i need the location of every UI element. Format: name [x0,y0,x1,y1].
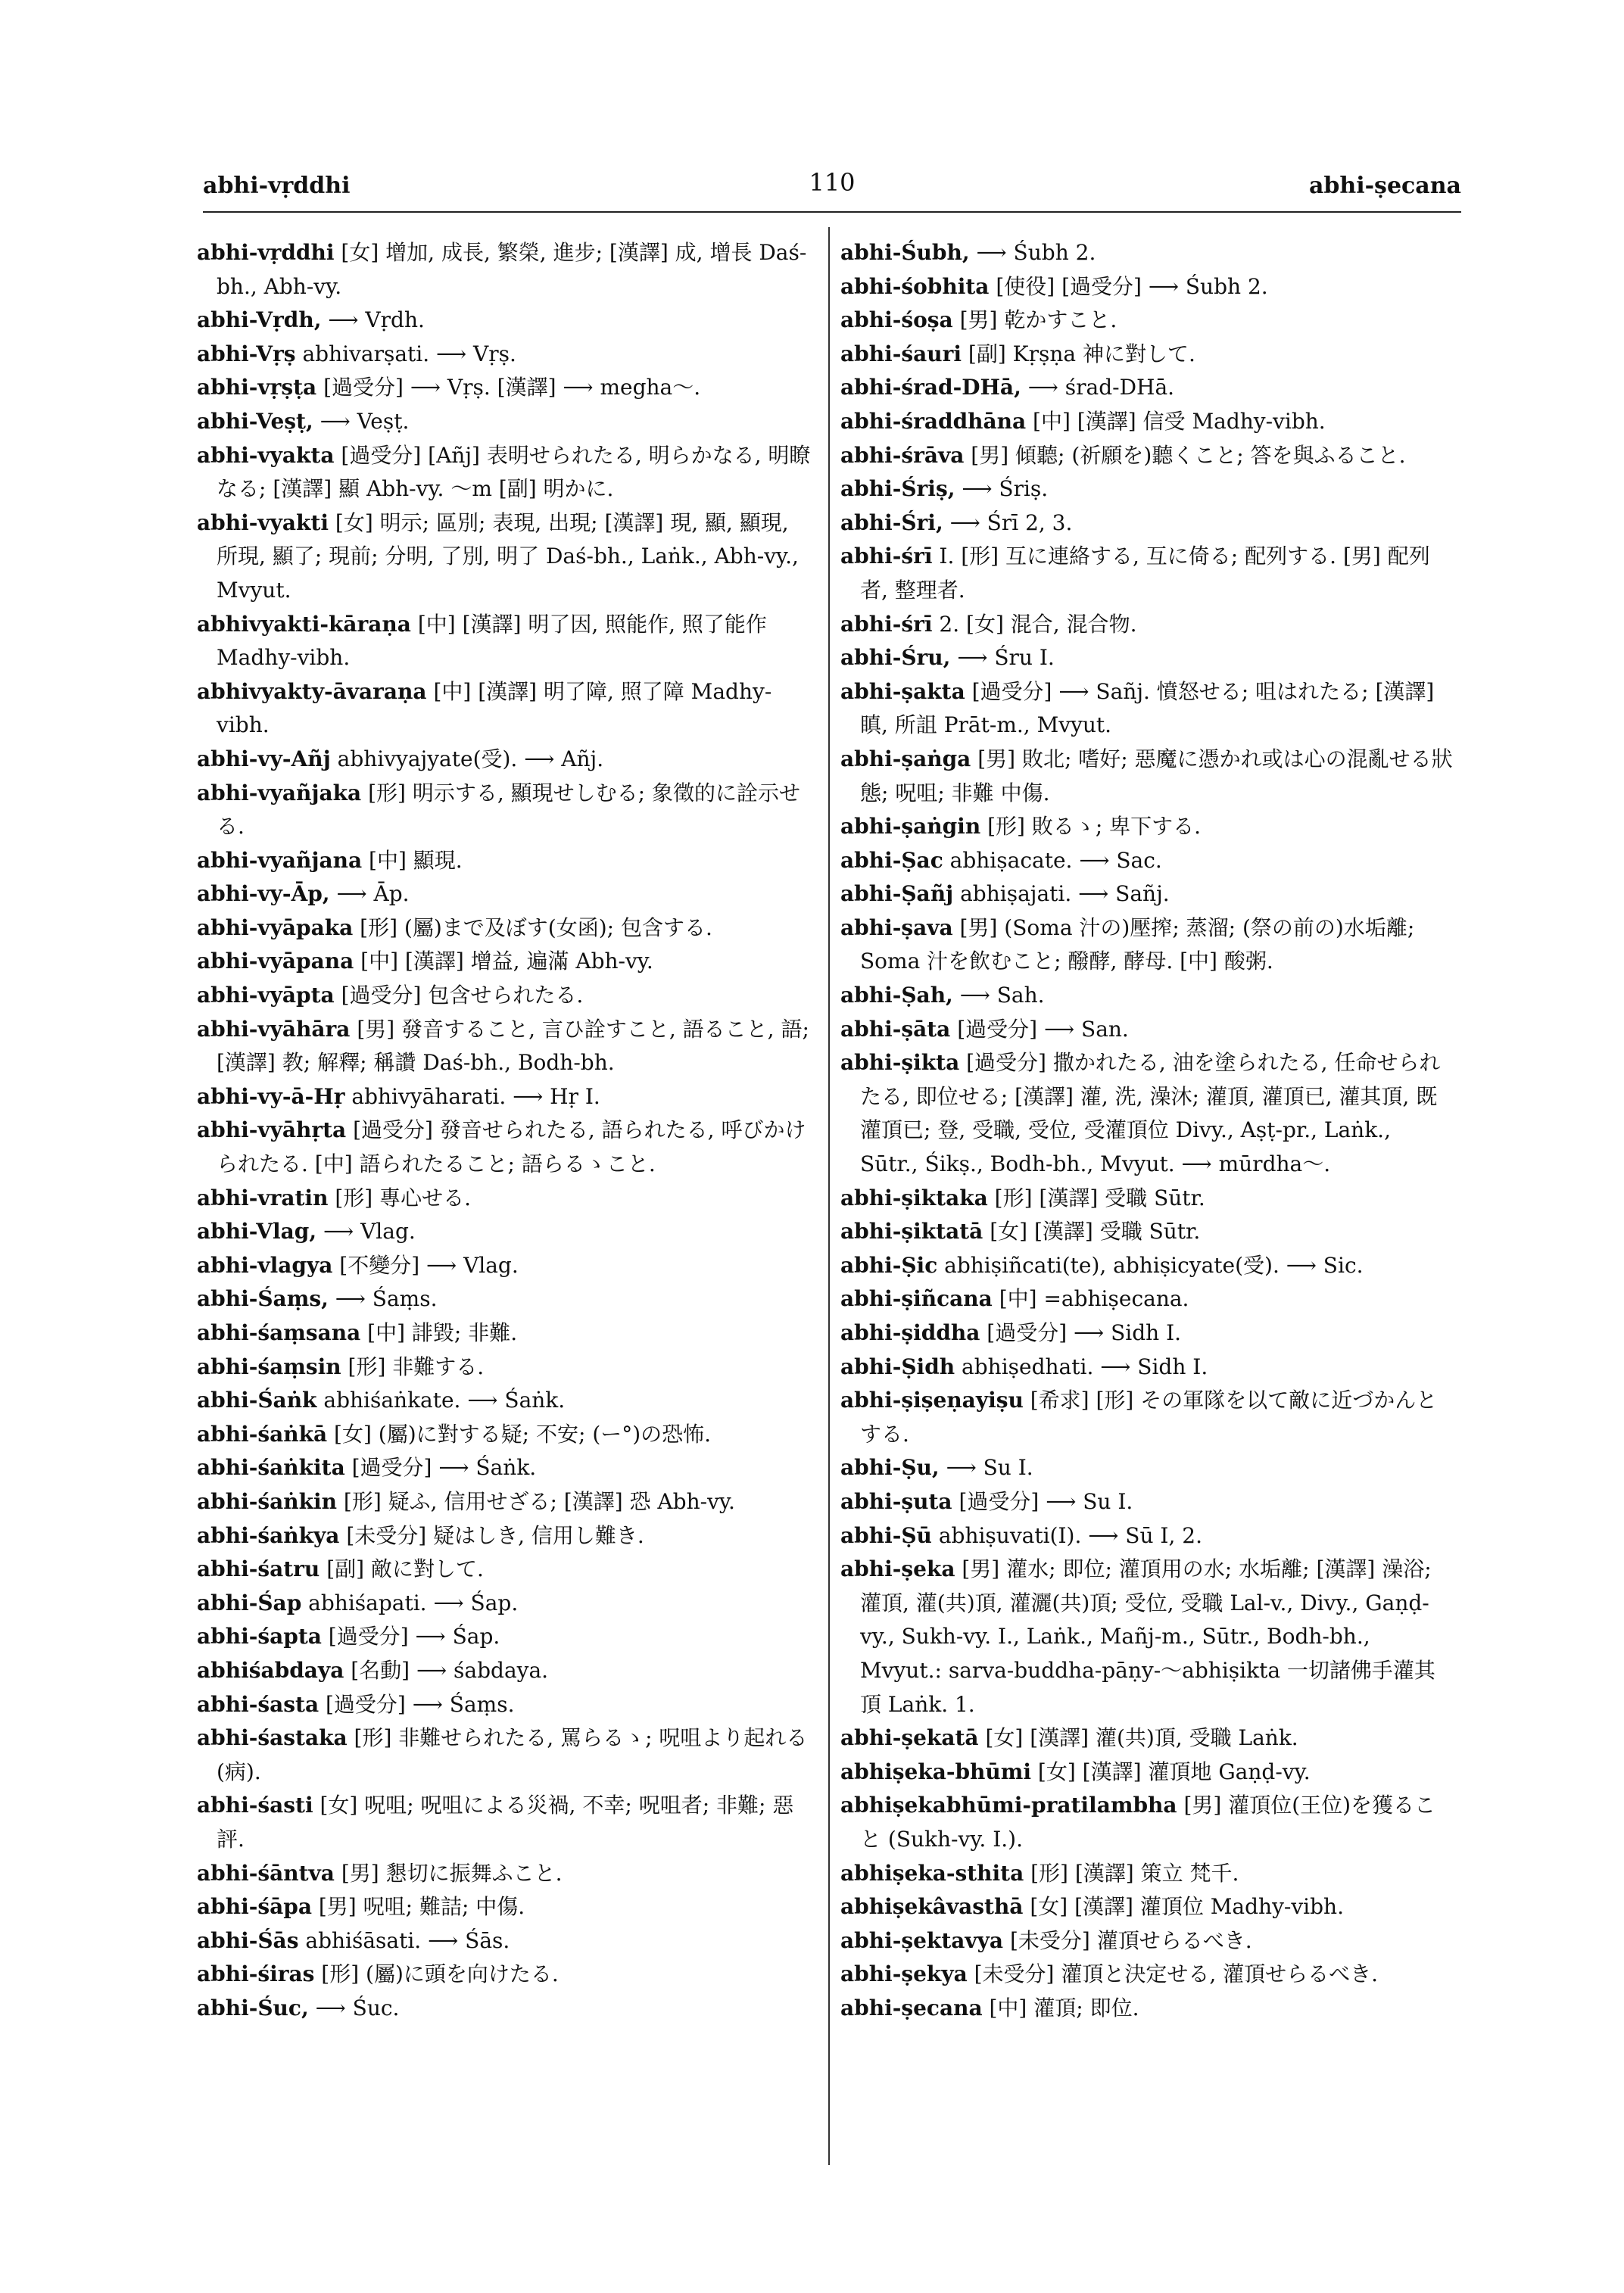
entry-headword: abhi-ṣiktatā [840,1219,983,1245]
entry-headword: abhi-Śap [197,1590,302,1615]
entry-headword: abhi-vyāhṛta [197,1117,347,1143]
entry-definition: [女] [漢譯] 灌頂地 Gaṇḍ-vy. [1031,1759,1311,1784]
entry-definition: [過受分] ⟶ Śaṅk. [344,1455,537,1481]
entry-headword: abhi-Śriṣ, [840,476,955,502]
entry-headword: abhi-vyāpta [197,983,335,1008]
entry-headword: abhi-Śās [197,1927,299,1953]
dictionary-entry [840,1519,1455,1553]
entry-definition: [未受分] 灌頂と決定せる, 灌頂せらるべき. [967,1961,1379,1987]
dictionary-entry [197,304,812,338]
column-divider [828,227,830,2165]
dictionary-entry [840,270,1455,304]
entry-definition: [形] (屬)に頭を向けたる. [314,1961,559,1987]
entry-definition: ⟶ Vṛdh. [321,307,425,333]
dictionary-entry [840,405,1455,439]
entry-definition: [中] [漢譯] 明了因, 照能作, 照了能作 Madhy-vibh. [217,611,767,671]
entry-definition: [形] 敗るゝ; 卑下する. [980,814,1202,840]
dictionary-entry [197,1688,812,1722]
entry-headword: abhi-vlagya [197,1252,333,1278]
dictionary-entry [197,371,812,405]
entry-headword: abhi-Ṣu, [840,1455,940,1481]
entry-definition: [中] [漢譯] 增益, 遍滿 Abh-vy. [354,949,653,974]
entry-headword: abhi-śastaka [197,1725,348,1751]
dictionary-entry [197,844,812,878]
entry-headword: abhi-ṣiñcana [840,1286,993,1312]
entry-definition: [過受分] ⟶ San. [950,1016,1129,1042]
dictionary-entry [197,1992,812,2026]
entry-headword: abhi-Śaṅk [197,1388,317,1413]
entry-definition: ⟶ Śuc. [308,1995,400,2020]
dictionary-entry [840,540,1455,607]
dictionary-entry [840,1384,1455,1451]
entry-definition: [男] 敗北; 嗜好; 惡魔に憑かれ或は心の混亂せる狀態; 呪咀; 非難 中傷. [860,746,1453,805]
entry-definition: [男] 灌頂位(王位)を獲ること (Sukh-vy. I.). [860,1793,1436,1852]
entry-definition: [副] 敵に對して. [320,1556,484,1582]
entry-headword: abhi-śāpa [197,1894,312,1920]
dictionary-entry [197,1013,812,1080]
entry-headword: abhi-ṣiṣeṇayiṣu [840,1388,1024,1413]
entry-definition: abhivyajyate(受). ⟶ Añj. [330,746,604,771]
entry-headword: abhi-śauri [840,341,962,366]
dictionary-entry [840,641,1455,675]
entry-definition: [過受分] ⟶ Vṛṣ. [漢譯] ⟶ megha〜. [316,375,701,400]
dictionary-entry [197,1654,812,1688]
dictionary-entry [840,1890,1455,1924]
dictionary-entry [840,608,1455,642]
entry-definition: [女] [漢譯] 灌(共)頂, 受職 Laṅk. [978,1725,1298,1751]
entry-headword: abhi-śasta [197,1691,320,1717]
dictionary-entry [197,777,812,844]
header-left-guide-word: abhi-vṛddhi [203,173,351,199]
entry-definition: ⟶ Vlag. [316,1219,416,1245]
entry-headword: abhi-ṣuta [840,1488,952,1514]
dictionary-entry [197,506,812,608]
entry-definition: ⟶ Śru I. [950,645,1055,671]
entry-headword: abhiṣeka-bhūmi [840,1759,1032,1784]
entry-definition: [使役] [過受分] ⟶ Śubh 2. [989,273,1268,299]
dictionary-entry [840,1924,1455,1958]
entry-headword: abhi-śrad-DHā, [840,375,1021,400]
entry-definition: [過受分] [Añj] 表明せられたる, 明らかなる, 明瞭なる; [漢譯] 顯 Abh-vy. 〜m [副] 明かに. [217,442,811,502]
entry-headword: abhi-Śubh, [840,240,970,265]
dictionary-entry [197,945,812,979]
dictionary-entry [840,743,1455,810]
entry-headword: abhi-ṣekatā [840,1725,979,1751]
entry-headword: abhi-ṣektavya [840,1927,1004,1953]
entry-definition: [過受分] ⟶ Su I. [952,1488,1133,1514]
entry-definition: [男] 灌水; 即位; 灌頂用の水; 水垢離; [漢譯] 澡浴; 灌頂, 灌(共)頂, 灌灑(共)頂; 受位, 受職 Lal-v., Divy., Gaṇḍ-vy., Sukh-vy. I., Laṅk., Mañj-m., Sūtr., Bodh-bh., Mvyut.: sarva-buddha-pāṇy-〜abhiṣikta 一切諸佛手灌其頂 Laṅk. 1. [860,1556,1435,1717]
entry-headword: abhi-śāntva [197,1860,335,1886]
dictionary-entry [197,1282,812,1316]
dictionary-entry [840,1485,1455,1519]
dictionary-entry [197,1316,812,1351]
entry-definition: [形] 明示する, 顯現せしむる; 象徵的に詮示せる. [217,780,800,840]
dictionary-entry [840,236,1455,270]
entry-definition: [形] [漢譯] 受職 Sūtr. [987,1185,1205,1210]
entry-definition: ⟶ Veṣṭ. [313,408,410,434]
entry-headword: abhi-Ṣah, [840,983,953,1008]
dictionary-entry [840,1282,1455,1316]
entry-headword: abhi-vratin [197,1185,329,1210]
entry-headword: abhi-Ṣic [840,1252,938,1278]
entry-definition: ⟶ Śaṃs. [328,1286,438,1312]
entry-headword: abhi-vyāpana [197,949,354,974]
entry-headword: abhi-Śaṃs, [197,1286,329,1312]
entry-headword: abhi-śasti [197,1793,313,1818]
entry-headword: abhi-śaṃsin [197,1354,341,1379]
entry-definition: [男] 呪咀; 難詰; 中傷. [311,1894,525,1920]
entry-definition: [女] 增加, 成長, 繁榮, 進步; [漢譯] 成, 增長 Daś-bh., Abh-vy. [217,240,807,299]
entry-headword: abhiṣekabhūmi-pratilambha [840,1793,1177,1818]
entry-definition: ⟶ Śriṣ. [955,476,1049,502]
entry-definition: [希求] [形] その軍隊を以て敵に近づかんとする. [860,1388,1438,1447]
dictionary-entry [840,1013,1455,1047]
dictionary-entry [197,1519,812,1553]
entry-headword: abhi-ṣiktaka [840,1185,988,1210]
entry-headword: abhi-vyakti [197,509,329,535]
entry-headword: abhi-ṣekya [840,1961,968,1987]
dictionary-entry [840,304,1455,338]
entry-definition: [男] 傾聽; (祈願を)聽くこと; 答を與ふること. [964,442,1406,468]
entry-definition: [過受分] ⟶ Śaṃs. [319,1691,515,1717]
dictionary-entry [197,1114,812,1181]
dictionary-entry [197,1418,812,1452]
entry-headword: abhi-Vṛdh, [197,307,322,333]
entry-headword: abhi-ṣaṅga [840,746,971,771]
dictionary-entry [840,1756,1455,1790]
entry-headword: abhi-śrāva [840,442,965,468]
entry-headword: abhivyakty-āvaraṇa [197,678,427,704]
dictionary-entry [840,1316,1455,1351]
dictionary-entry [840,844,1455,878]
dictionary-entry [840,911,1455,979]
entry-headword: abhiśabdaya [197,1657,344,1683]
dictionary-entry [197,1620,812,1654]
header-right-guide-word: abhi-ṣecana [1308,173,1461,199]
entry-definition: [中] 誹毀; 非難. [360,1320,518,1345]
entry-definition: [過受分] 包含せられたる. [334,983,584,1008]
dictionary-entry [840,439,1455,473]
entry-headword: abhi-vy-ā-Hṛ [197,1083,345,1109]
dictionary-entry [197,1924,812,1958]
entry-headword: abhi-ṣeka [840,1556,955,1582]
dictionary-entry [197,1351,812,1385]
entry-definition: ⟶ Śrī 2, 3. [943,509,1073,535]
page-header [203,168,1461,206]
entry-headword: abhi-ṣakta [840,678,965,704]
dictionary-entry [840,1046,1455,1181]
dictionary-entry [840,1215,1455,1249]
dictionary-entry [197,1958,812,1992]
entry-definition: [中] =abhiṣecana. [992,1286,1189,1312]
entry-definition: ⟶ Āp. [329,881,410,907]
dictionary-entry [840,1721,1455,1756]
entry-headword: abhi-Ṣū [840,1522,932,1548]
dictionary-entry [197,675,812,743]
entry-definition: abhiśaṅkate. ⟶ Śaṅk. [316,1388,566,1413]
dictionary-entry [197,1789,812,1856]
entry-definition: abhiṣedhati. ⟶ Sidh I. [955,1354,1208,1379]
entry-headword: abhi-śraddhāna [840,408,1027,434]
entry-definition: [過受分] ⟶ Sidh I. [980,1320,1182,1345]
dictionary-entry [197,236,812,304]
dictionary-entry [197,1215,812,1249]
entry-definition: [形] 非難する. [341,1354,485,1379]
entry-headword: abhi-vṛddhi [197,240,335,265]
entry-headword: abhi-śoṣa [840,307,953,333]
entry-definition: ⟶ Sah. [952,983,1045,1008]
dictionary-entry [840,675,1455,743]
entry-headword: abhi-ṣecana [840,1995,983,2020]
entry-headword: abhi-vyakta [197,442,335,468]
dictionary-entry [197,1080,812,1114]
entry-definition: ⟶ Su I. [939,1455,1033,1481]
dictionary-entry [840,1249,1455,1283]
entry-definition: [男] (Soma 汁の)壓搾; 蒸溜; (祭の前の)水垢離; Soma 汁を飲むこと; 醱酵, 酵母. [中] 酸粥. [860,914,1415,974]
entry-definition: abhivarṣati. ⟶ Vṛṣ. [295,341,516,366]
entry-headword: abhi-vy-Āp, [197,881,330,907]
dictionary-entry [840,1553,1455,1721]
entry-definition: [名動] ⟶ śabdaya. [344,1657,549,1683]
entry-headword: abhi-Śri, [840,509,943,535]
entry-definition: [形] (屬)まで及ぼす(女函); 包含する. [353,914,712,940]
entry-definition: 2. [女] 混合, 混合物. [932,611,1137,637]
entry-definition: [女] [漢譯] 灌頂位 Madhy-vibh. [1023,1894,1344,1920]
entry-definition: [過受分] ⟶ Sañj. 憤怒せる; 咀はれたる; [漢譯] 瞋, 所詛 Prāt-m., Mvyut. [860,678,1435,738]
dictionary-entry [840,371,1455,405]
entry-headword: abhiṣeka-sthita [840,1860,1024,1886]
entry-headword: abhi-śapta [197,1624,322,1650]
entry-definition: abhiśapati. ⟶ Śap. [301,1590,519,1615]
page-number: 110 [809,168,856,197]
dictionary-entry [840,877,1455,911]
dictionary-entry [197,743,812,777]
entry-headword: abhi-vyañjaka [197,780,362,805]
dictionary-entry [840,1958,1455,1992]
dictionary-entry [840,979,1455,1013]
header-rule [203,211,1461,213]
dictionary-entry [840,472,1455,506]
entry-headword: abhi-Vṛṣ [197,341,296,366]
entry-definition: abhiṣuvati(I). ⟶ Sū I, 2. [931,1522,1202,1548]
dictionary-entry [197,979,812,1013]
entry-headword: abhi-Ṣac [840,847,943,873]
right-column [840,236,1455,2025]
entry-definition: abhivyāharati. ⟶ Hṛ I. [344,1083,600,1109]
entry-definition: [形] [漢譯] 策立 梵千. [1024,1860,1239,1886]
entry-headword: abhi-ṣikta [840,1050,960,1076]
entry-headword: abhi-vyañjana [197,847,363,873]
entry-definition: I. [形] 互に連絡する, 互に倚る; 配列する. [男] 配列者, 整理者. [860,544,1430,603]
entry-definition: [女] 明示; 區別; 表現, 出現; [漢譯] 現, 顯, 顯現, 所現, 顯了; 現前; 分明, 了別, 明了 Daś-bh., Laṅk., Abh-vy., Mvyut. [217,509,799,603]
entry-definition: [女] (屬)に對する疑; 不安; (ー°)の恐怖. [327,1421,712,1447]
entry-headword: abhivyakti-kāraṇa [197,611,411,637]
dictionary-entry [197,1249,812,1283]
entry-definition: [中] [漢譯] 明了障, 照了障 Madhy-vibh. [217,678,772,738]
entry-definition: [女] 呪咀; 呪咀による災禍, 不幸; 呪咀者; 非難; 惡評. [217,1793,794,1852]
entry-headword: abhi-vyāhāra [197,1016,351,1042]
entry-headword: abhi-śaṃsana [197,1320,361,1345]
entry-definition: [男] 發音すること, 言ひ詮すこと, 語ること, 語; [漢譯] 教; 解釋; 稱讚 Daś-bh., Bodh-bh. [217,1016,809,1076]
dictionary-entry [840,1789,1455,1856]
entry-headword: abhiṣekâvasthā [840,1894,1024,1920]
entry-headword: abhi-Śru, [840,645,951,671]
dictionary-entry [197,1721,812,1789]
entry-headword: abhi-vy-Añj [197,746,331,771]
dictionary-entry [840,810,1455,844]
entry-headword: abhi-śaṅkā [197,1421,328,1447]
dictionary-entry [197,1182,812,1216]
entry-definition: abhiṣacate. ⟶ Sac. [943,847,1162,873]
entry-headword: abhi-śaṅkya [197,1522,340,1548]
dictionary-entry [840,1351,1455,1385]
entry-headword: abhi-Veṣṭ, [197,408,313,434]
dictionary-entry [840,506,1455,541]
entry-definition: [不變分] ⟶ Vlag. [332,1252,519,1278]
entry-headword: abhi-vyāpaka [197,914,354,940]
entry-definition: [過受分] 發音せられたる, 語られたる, 呼びかけられたる. [中] 語られたること; 語らるゝこと. [217,1117,806,1177]
dictionary-entry [840,1992,1455,2026]
entry-headword: abhi-Ṣañj [840,881,954,907]
dictionary-entry [197,1553,812,1587]
entry-definition: [中] 顯現. [362,847,463,873]
entry-headword: abhi-Ṣidh [840,1354,955,1379]
entry-headword: abhi-ṣava [840,914,953,940]
entry-headword: abhi-śrī [840,611,933,637]
dictionary-entry [197,338,812,372]
entry-definition: [形] 專心せる. [328,1185,471,1210]
entry-definition: [中] [漢譯] 信受 Madhy-vibh. [1026,408,1326,434]
entry-definition: [過受分] 撒かれたる, 油を塗られたる, 任命せられたる, 即位せる; [漢譯] 灌, 洗, 澡沐; 灌頂, 灌頂已, 灌其頂, 既灌頂已; 登, 受職, 受位, 受灌頂位 Divy., Aṣṭ-pr., Laṅk., Sūtr., Śikṣ., Bodh-bh., Mvyut. ⟶ mūrdha〜. [860,1050,1441,1177]
dictionary-entry [197,1451,812,1485]
entry-definition: abhiṣiñcati(te), abhiṣicyate(受). ⟶ Sic. [937,1252,1364,1278]
dictionary-entry [197,1890,812,1924]
entry-headword: abhi-ṣāta [840,1016,951,1042]
dictionary-entry [840,1451,1455,1485]
entry-headword: abhi-śaṅkita [197,1455,345,1481]
dictionary-entry [197,1587,812,1621]
entry-definition: ⟶ Śubh 2. [969,240,1096,265]
dictionary-entry [840,1857,1455,1891]
dictionary-entry [197,608,812,675]
dictionary-entry [197,405,812,439]
entry-definition: [男] 乾かすこと. [952,307,1117,333]
left-column [197,236,812,2025]
entry-headword: abhi-ṣiddha [840,1320,980,1345]
entry-headword: abhi-śobhita [840,273,990,299]
dictionary-entry [197,1485,812,1519]
entry-definition: [未受分] 疑はしき, 信用し難き. [339,1522,644,1548]
entry-headword: abhi-śrī [840,544,933,569]
entry-definition: [未受分] 灌頂せらるべき. [1003,1927,1252,1953]
entry-headword: abhi-ṣaṅgin [840,814,981,840]
entry-definition: abhiśāsati. ⟶ Śās. [298,1927,510,1953]
entry-headword: abhi-Vlag, [197,1219,317,1245]
entry-definition: [男] 懇切に振舞ふこと. [334,1860,563,1886]
entry-definition: [形] 非難せられたる, 罵らるゝ; 呪咀より起れる(病). [217,1725,808,1784]
entry-headword: abhi-śaṅkin [197,1488,337,1514]
entry-headword: abhi-vṛṣṭa [197,375,317,400]
entry-headword: abhi-śiras [197,1961,315,1987]
dictionary-entry [197,439,812,506]
dictionary-entry [197,1384,812,1418]
entry-headword: abhi-Śuc, [197,1995,309,2020]
entry-definition: [形] 疑ふ, 信用せざる; [漢譯] 恐 Abh-vy. [337,1488,735,1514]
entry-definition: [過受分] ⟶ Śap. [321,1624,500,1650]
entry-headword: abhi-śatru [197,1556,320,1582]
dictionary-entry [197,877,812,911]
entry-definition: [副] Kṛṣṇa 神に對して. [962,341,1195,366]
entry-definition: abhiṣajati. ⟶ Sañj. [953,881,1170,907]
dictionary-entry [840,1182,1455,1216]
entry-definition: [女] [漢譯] 受職 Sūtr. [983,1219,1201,1245]
entry-definition: ⟶ śrad-DHā. [1021,375,1175,400]
dictionary-entry [197,911,812,946]
entry-definition: [中] 灌頂; 即位. [982,1995,1139,2020]
dictionary-entry [840,338,1455,372]
dictionary-entry [197,1857,812,1891]
